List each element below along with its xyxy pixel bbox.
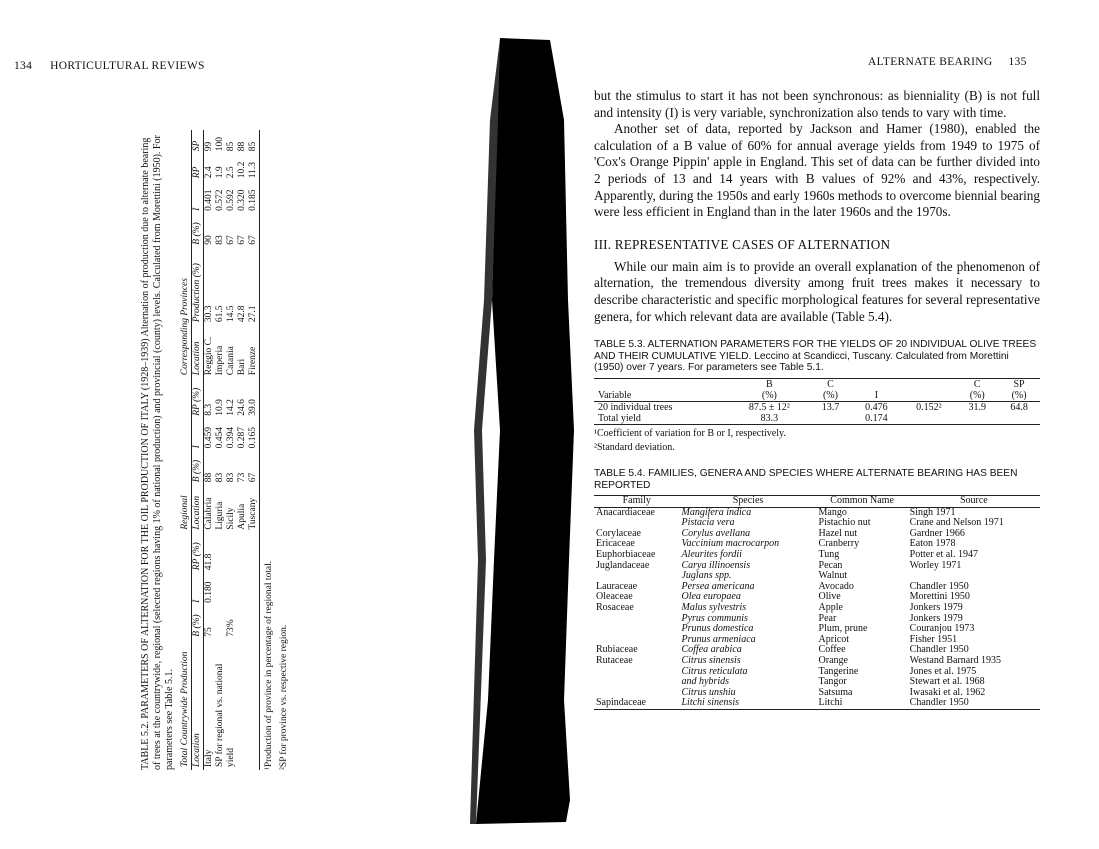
cell: Mangifera indica bbox=[681, 506, 752, 518]
cell bbox=[901, 413, 956, 425]
cell: 0.401 bbox=[204, 189, 214, 211]
cell: Aleurites fordii bbox=[681, 549, 742, 561]
cell: 73% bbox=[226, 619, 236, 637]
cell bbox=[215, 573, 226, 606]
cell: 10.9 bbox=[215, 399, 225, 416]
table-row bbox=[226, 130, 237, 770]
col-header: B bbox=[729, 378, 809, 390]
cell: 41.8 bbox=[204, 553, 214, 571]
cell: Fisher 1951 bbox=[909, 633, 958, 645]
col-header: Location bbox=[192, 325, 204, 378]
cell: Rosaceae bbox=[596, 602, 634, 614]
cell: Iwasaki et al. 1962 bbox=[909, 686, 986, 698]
col-header: (%) bbox=[729, 390, 809, 402]
cell: 83 bbox=[226, 472, 236, 483]
cell: Reggio C. bbox=[204, 336, 214, 376]
cell: 8.3 bbox=[204, 403, 214, 416]
cell: 14.2 bbox=[226, 399, 236, 416]
cell: Worley 1971 bbox=[909, 559, 962, 571]
cell: Catania bbox=[226, 346, 236, 376]
table-5-3-footnote: ²Standard deviation. bbox=[594, 442, 675, 454]
col-header: B (%) bbox=[192, 451, 204, 485]
cell: 83 bbox=[215, 235, 225, 245]
col-header: B (%) bbox=[192, 214, 204, 248]
cell: 0.287 bbox=[237, 427, 247, 449]
cell: Citrus reticulata bbox=[681, 665, 748, 677]
col-header: Location bbox=[192, 640, 204, 770]
cell: Pyrus communis bbox=[681, 612, 748, 624]
group-header-regional: Regional bbox=[180, 378, 192, 532]
cell: Rutaceae bbox=[596, 655, 633, 666]
cell: Bari bbox=[237, 358, 247, 376]
cell: 0.476 bbox=[865, 401, 888, 413]
table-5-4 bbox=[594, 495, 1040, 710]
cell: Prunus domestica bbox=[681, 623, 754, 635]
cell: Olea europaea bbox=[681, 591, 741, 603]
cell: Olive bbox=[818, 591, 841, 603]
cell: 73 bbox=[237, 472, 247, 483]
col-header: Variable bbox=[594, 390, 729, 402]
body-paragraph: Another set of data, reported by Jackson and Hamer (1980), enabled the calculation of a B value of 60% for annual average yields from 1949 to 1975 of 'Cox's Orange Pippin' apple in England. This set of data can be further divided into 2 periods of 13 and 14 years with B values of 92% and 43%, respectively. Apparently, during the 1950s and early 1960s methods to overcome biennial bearing were less efficient in England than in the later 1960s and the 1970s. bbox=[594, 121, 1040, 220]
cell: SP for regional vs. national bbox=[215, 663, 225, 767]
cell: Jones et al. 1975 bbox=[909, 665, 977, 677]
col-header: SP bbox=[998, 378, 1040, 390]
cell: Pistachio nut bbox=[818, 517, 871, 529]
cell: 75 bbox=[204, 627, 214, 637]
cell: Coffea arabica bbox=[681, 644, 742, 656]
cell: Tangerine bbox=[818, 665, 859, 677]
cell: Tuscany bbox=[248, 485, 260, 532]
table-5-2-caption: TABLE 5.2. PARAMETERS OF ALTERNATION FOR THE OIL PRODUCTION OF ITALY (1928–1939) Alternation of production due to alternate bearing of trees at the countrywide, regional (selected regions having 1% of national production) and provincial (county) levels. Calculated from Morettini (1950). For parameters see Table 5.1. bbox=[140, 135, 175, 770]
cell: 20 individual trees bbox=[598, 401, 673, 413]
cell: 64.8 bbox=[1010, 401, 1028, 413]
col-header: RP (%) bbox=[192, 378, 204, 419]
cell: 30.3 bbox=[204, 305, 214, 323]
cell: Stewart et al. 1968 bbox=[909, 676, 985, 688]
cell: Hazel nut bbox=[818, 527, 858, 539]
col-header: I bbox=[192, 573, 204, 606]
cell: 1.9 bbox=[215, 166, 225, 179]
cell: Citrus sinensis bbox=[681, 655, 741, 666]
table-row bbox=[594, 401, 1040, 413]
table-5-3-caption: TABLE 5.3. ALTERNATION PARAMETERS FOR THE YIELDS OF 20 INDIVIDUAL OLIVE TREES AND THEIR CUMULATIVE YIELD. Leccino at Scandicci, Tuscany. Calculated from Morettini (1950) over 7 years. For parameters see Table 5.1. bbox=[594, 339, 1037, 374]
cell: Litchi bbox=[817, 698, 908, 709]
col-header: Location bbox=[192, 485, 204, 532]
cell bbox=[956, 413, 998, 425]
cell: Lauraceae bbox=[596, 580, 638, 592]
cell: Gardner 1966 bbox=[909, 527, 965, 539]
table-5-4-caption: TABLE 5.4. FAMILIES, GENERA AND SPECIES WHERE ALTERNATE BEARING HAS BEEN REPORTED bbox=[594, 467, 1018, 491]
cell: 0.320 bbox=[237, 189, 247, 211]
cell: Calabria bbox=[204, 497, 214, 530]
cell: 0.394 bbox=[226, 427, 236, 449]
table-row bbox=[594, 688, 1040, 699]
cell bbox=[226, 533, 237, 574]
col-header: (%) bbox=[956, 390, 998, 402]
col-header: RP (%) bbox=[192, 533, 204, 574]
cell: 83.3 bbox=[729, 413, 809, 425]
col-header: C bbox=[810, 378, 852, 390]
cell: Ericaceae bbox=[596, 538, 635, 550]
left-running-head bbox=[14, 60, 205, 72]
cell: Corylaceae bbox=[596, 527, 641, 539]
cell: 0.454 bbox=[215, 427, 225, 449]
cell: Italy bbox=[204, 749, 214, 767]
cell bbox=[594, 667, 679, 678]
table-row bbox=[594, 698, 1040, 709]
cell bbox=[594, 614, 679, 625]
group-header-countrywide: Total Countrywide Production bbox=[180, 533, 192, 770]
table-5-2 bbox=[180, 130, 260, 770]
cell: Chandler 1950 bbox=[909, 580, 969, 592]
col-header: I bbox=[192, 181, 204, 214]
cell: 99 bbox=[204, 141, 214, 152]
table-row bbox=[594, 413, 1040, 425]
cell: Mango bbox=[818, 506, 847, 518]
cell: Vaccinium macrocarpon bbox=[681, 538, 780, 550]
left-page-number: 134 bbox=[14, 60, 33, 72]
cell: 0.592 bbox=[226, 189, 236, 211]
cell: Crane and Nelson 1971 bbox=[909, 517, 1004, 529]
cell: 13.7 bbox=[821, 401, 840, 413]
cell: 14.5 bbox=[226, 305, 236, 323]
col-header: (%) bbox=[810, 390, 852, 402]
cell: Firenze bbox=[248, 325, 260, 378]
cell bbox=[998, 413, 1040, 425]
cell: Sapindaceae bbox=[594, 698, 679, 709]
col-header: Production (%) bbox=[192, 248, 204, 325]
cell: Satsuma bbox=[818, 686, 853, 698]
table-row bbox=[248, 130, 260, 770]
cell: Eaton 1978 bbox=[909, 538, 956, 550]
cell: Persea americana bbox=[681, 580, 755, 592]
cell: 11.3 bbox=[248, 154, 260, 181]
cell: 67 bbox=[248, 214, 260, 248]
cell: Singh 1971 bbox=[909, 506, 956, 518]
cell: 0.165 bbox=[248, 419, 260, 452]
cell: Oleaceae bbox=[596, 591, 633, 603]
cell bbox=[810, 413, 852, 425]
right-running-title: ALTERNATE BEARING bbox=[868, 56, 993, 68]
cell: 83 bbox=[215, 472, 225, 483]
col-header: Source bbox=[908, 496, 1040, 508]
cell: Walnut bbox=[818, 570, 848, 582]
cell: 67 bbox=[226, 235, 236, 245]
section-heading: III. REPRESENTATIVE CASES OF ALTERNATION bbox=[594, 236, 891, 252]
col-header: (%) bbox=[998, 390, 1040, 402]
cell: 67 bbox=[248, 451, 260, 485]
cell: Juglandaceae bbox=[596, 559, 650, 571]
cell: Apulia bbox=[237, 503, 247, 530]
cell: 100 bbox=[215, 137, 225, 152]
cell: Carya illinoensis bbox=[681, 559, 751, 571]
col-header bbox=[594, 378, 729, 390]
col-header: Family bbox=[594, 496, 679, 508]
cell: 2.4 bbox=[204, 166, 214, 179]
cell bbox=[215, 533, 226, 574]
table-5-2-rotated bbox=[140, 130, 330, 770]
cell: Coffee bbox=[818, 644, 846, 656]
cell: 0.152² bbox=[916, 401, 942, 413]
cell: 42.8 bbox=[237, 305, 247, 323]
group-header-provinces: Corresponding Provinces bbox=[180, 130, 192, 378]
right-running-head bbox=[868, 56, 1027, 68]
table-row bbox=[594, 582, 1040, 593]
cell: 67 bbox=[237, 235, 247, 245]
cell: 87.5 ± 12² bbox=[748, 401, 790, 413]
cell: Imperia bbox=[215, 345, 225, 376]
table-row bbox=[594, 518, 1040, 529]
table-row bbox=[594, 529, 1040, 540]
cell: Litchi sinensis bbox=[679, 698, 816, 709]
col-header: B (%) bbox=[192, 606, 204, 640]
cell: Corylus avellana bbox=[681, 527, 751, 539]
cell: 39.0 bbox=[248, 378, 260, 419]
cell: 10.2 bbox=[237, 161, 247, 179]
table-5-3 bbox=[594, 378, 1040, 425]
cell: 90 bbox=[204, 235, 214, 245]
right-page-body bbox=[594, 88, 1040, 710]
cell: Orange bbox=[818, 655, 848, 666]
cell: 0.572 bbox=[215, 189, 225, 211]
cell: Tangor bbox=[818, 676, 847, 688]
cell: Jonkers 1979 bbox=[909, 612, 963, 624]
cell: Sicily bbox=[226, 507, 236, 530]
cell: Couranjou 1973 bbox=[909, 623, 975, 635]
cell: 24.6 bbox=[237, 399, 247, 416]
cell: Euphorbiaceae bbox=[596, 549, 656, 561]
cell bbox=[594, 624, 679, 635]
cell: Cranberry bbox=[818, 538, 860, 550]
cell: Malus sylvestris bbox=[681, 602, 747, 614]
cell: Juglans spp. bbox=[681, 570, 732, 582]
cell: Chandler 1950 bbox=[908, 698, 1040, 709]
cell bbox=[215, 606, 226, 640]
cell: 85 bbox=[226, 141, 236, 152]
cell: Pecan bbox=[818, 559, 843, 571]
col-header: I bbox=[192, 419, 204, 452]
cell: Anacardiaceae bbox=[596, 506, 655, 518]
cell: 61.5 bbox=[215, 305, 225, 323]
cell: 0.185 bbox=[248, 181, 260, 214]
cell bbox=[226, 573, 237, 606]
cell: Apricot bbox=[818, 633, 850, 645]
left-running-title: HORTICULTURAL REVIEWS bbox=[50, 60, 205, 72]
cell: Avocado bbox=[818, 580, 854, 592]
cell: Apple bbox=[818, 602, 843, 614]
cell: Westand Barnard 1935 bbox=[909, 655, 1002, 666]
cell: 0.174 bbox=[851, 413, 901, 425]
col-header bbox=[901, 378, 956, 390]
col-header: RP bbox=[192, 154, 204, 181]
table-row bbox=[594, 592, 1040, 603]
col-header bbox=[851, 378, 901, 390]
cell: Pistacia vera bbox=[681, 517, 735, 529]
cell: Jonkers 1979 bbox=[909, 602, 963, 614]
table-row bbox=[594, 656, 1040, 667]
col-header: C bbox=[956, 378, 998, 390]
cell: Rubiaceae bbox=[596, 644, 638, 656]
book-gutter-shadow bbox=[470, 0, 600, 849]
col-header: SP bbox=[192, 130, 204, 154]
cell: 31.9 bbox=[968, 401, 986, 413]
cell: Morettini 1950 bbox=[909, 591, 970, 603]
cell: 0.180 bbox=[204, 581, 214, 603]
table-row bbox=[215, 130, 226, 770]
col-header: Species bbox=[679, 496, 816, 508]
col-header bbox=[901, 390, 956, 402]
cell: and hybrids bbox=[681, 676, 729, 688]
table-row bbox=[594, 550, 1040, 561]
table-5-3-footnote: ¹Coefficient of variation for B or I, respectively. bbox=[594, 427, 786, 439]
col-header: I bbox=[851, 390, 901, 402]
table-row bbox=[594, 635, 1040, 646]
cell: Pear bbox=[818, 612, 837, 624]
table-5-2-footnote: ¹Production of province in percentage of regional total. bbox=[264, 560, 274, 770]
table-row bbox=[204, 130, 216, 770]
cell: 0.459 bbox=[204, 427, 214, 449]
table-row bbox=[594, 571, 1040, 582]
col-header: Common Name bbox=[817, 496, 908, 508]
cell: Potter et al. 1947 bbox=[909, 549, 978, 561]
cell: yield bbox=[226, 748, 236, 767]
table-5-2-footnote: ²SP for province vs. respective region. bbox=[279, 624, 289, 770]
cell: Total yield bbox=[594, 413, 729, 425]
table-row bbox=[594, 624, 1040, 635]
cell: 2.5 bbox=[226, 166, 236, 179]
cell: 85 bbox=[248, 130, 260, 154]
body-paragraph: but the stimulus to start it has not been synchronous: as bienniality (B) is not full and intensity (I) is very variable, synchronization also tends to vary with time. bbox=[594, 88, 1040, 120]
cell: Tung bbox=[818, 549, 840, 561]
cell: Citrus unshiu bbox=[681, 686, 736, 698]
cell: 27.1 bbox=[248, 248, 260, 325]
table-row bbox=[237, 130, 248, 770]
cell: Plum, prune bbox=[818, 623, 868, 635]
right-page-number: 135 bbox=[1008, 56, 1027, 68]
cell: 88 bbox=[237, 141, 247, 152]
body-paragraph: While our main aim is to provide an overall explanation of the phenomenon of alternation, the tremendous diversity among fruit trees makes it necessary to describe characteristic and specific morphological features for several representative genera, for which relevant data are available (Table 5.4). bbox=[594, 258, 1040, 324]
cell: Chandler 1950 bbox=[909, 644, 969, 656]
table-row bbox=[594, 603, 1040, 614]
cell bbox=[594, 677, 679, 688]
cell: Prunus armeniaca bbox=[681, 633, 756, 645]
table-row bbox=[594, 561, 1040, 572]
cell: Liguria bbox=[215, 501, 225, 530]
cell: 88 bbox=[204, 472, 214, 483]
